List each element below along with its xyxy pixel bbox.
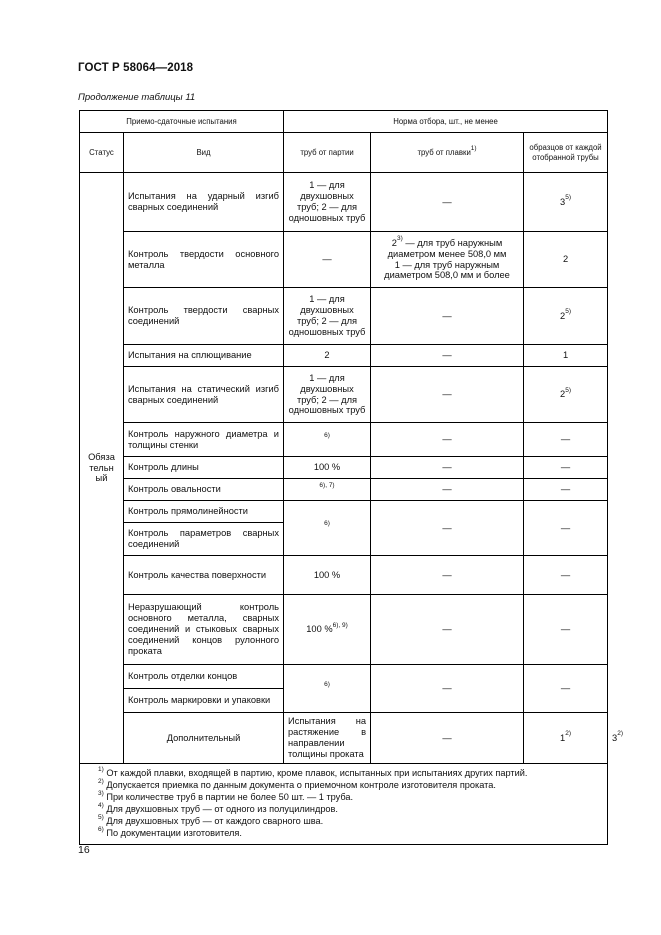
batch-cell: 100 %$^{6), 9)}$ bbox=[284, 595, 371, 665]
batch-cell: 1 — для двухшовных труб; 2 — для одношовных труб bbox=[284, 288, 371, 345]
kind-cell: Контроль отделки концов bbox=[124, 665, 284, 689]
batch-cell: 1 — для двухшовных труб; 2 — для одношовных труб bbox=[284, 173, 371, 232]
kind-cell: Контроль параметров сварных соединений bbox=[124, 523, 284, 556]
batch-cell: — bbox=[284, 232, 371, 288]
col-header-pipes-batch: труб от партии bbox=[284, 133, 371, 173]
batch-cell: 6) bbox=[284, 665, 371, 713]
batch-cell: 2 bbox=[284, 345, 371, 367]
heat-cell: — bbox=[371, 595, 524, 665]
table-row bbox=[80, 556, 608, 595]
footnote: $^{5)}$ Для двухшовных труб — от каждого сварного шва. bbox=[98, 813, 324, 826]
heat-cell: 2$^{3)}$ — для труб наружным диаметром менее 508,0 мм 1 — для труб наружным диаметром 508,0 мм и более bbox=[371, 232, 524, 288]
table-caption: Продолжение таблицы 11 bbox=[78, 92, 196, 103]
kind-cell: Неразрушающий контроль основного металла, сварных соединений и стыковых сварных соединений концов рулонного проката bbox=[124, 595, 284, 665]
table-row bbox=[80, 288, 608, 345]
batch-cell: 1 — для двухшовных труб; 2 — для одношовных труб bbox=[284, 367, 371, 423]
table-row bbox=[80, 501, 608, 523]
table-row bbox=[80, 367, 608, 423]
kind-cell: Испытания на ударный изгиб сварных соединений bbox=[124, 173, 284, 232]
table-row bbox=[80, 595, 608, 665]
kind-cell: Испытания на статический изгиб сварных соединений bbox=[124, 367, 284, 423]
kind-cell: Контроль прямолинейности bbox=[124, 501, 284, 523]
batch-cell: 6), 7) bbox=[284, 479, 371, 501]
samples-cell: — bbox=[524, 556, 608, 595]
heat-cell: — bbox=[371, 556, 524, 595]
footnote: $^{2)}$ Допускается приемка по данным документа о приемочном контроле изготовителя проката. bbox=[98, 777, 496, 790]
heat-cell: — bbox=[371, 665, 524, 713]
status-mandatory: Обязательный bbox=[80, 173, 124, 764]
col-header-kind: Вид bbox=[124, 133, 284, 173]
heat-cell: — bbox=[371, 457, 524, 479]
col-header-pipes-heat: труб от плавки$^{1)}$ bbox=[371, 133, 524, 173]
samples-cell: — bbox=[524, 501, 608, 556]
heat-cell: — bbox=[371, 367, 524, 423]
table-row bbox=[80, 173, 608, 232]
heat-cell: — bbox=[371, 345, 524, 367]
samples-cell: — bbox=[524, 665, 608, 713]
kind-cell: Испытания на сплющивание bbox=[124, 345, 284, 367]
table-row bbox=[80, 423, 608, 457]
samples-cell: 2$^{5)}$ bbox=[524, 288, 608, 345]
group-header-tests: Приемо-сдаточные испытания bbox=[80, 111, 284, 133]
footnote: $^{3)}$ При количестве труб в партии не более 50 шт. — 1 труба. bbox=[98, 789, 354, 802]
batch-cell: — bbox=[371, 713, 524, 764]
samples-cell: — bbox=[524, 479, 608, 501]
samples-cell: 1 bbox=[524, 345, 608, 367]
col-header-status: Статус bbox=[80, 133, 124, 173]
acceptance-tests-table bbox=[79, 110, 623, 845]
heat-cell: — bbox=[371, 288, 524, 345]
samples-cell: 2 bbox=[524, 232, 608, 288]
footnote: $^{6)}$ По документации изготовителя. bbox=[98, 825, 242, 838]
page-number: 16 bbox=[78, 844, 90, 856]
table-row bbox=[80, 345, 608, 367]
heat-cell: 1$^{2)}$ bbox=[524, 713, 608, 764]
footnote: $^{4)}$ Для двухшовных труб — от одного из полуцилиндров. bbox=[98, 801, 338, 814]
samples-cell: 3$^{5)}$ bbox=[524, 173, 608, 232]
table-row bbox=[80, 232, 608, 288]
kind-cell: Контроль маркировки и упаковки bbox=[124, 689, 284, 713]
kind-cell: Контроль овальности bbox=[124, 479, 284, 501]
kind-cell: Контроль твердости основного металла bbox=[124, 232, 284, 288]
kind-cell: Испытания на растяжение в направлении толщины проката bbox=[284, 713, 371, 764]
heat-cell: — bbox=[371, 501, 524, 556]
batch-cell: 6) bbox=[284, 423, 371, 457]
heat-cell: — bbox=[371, 423, 524, 457]
footnotes bbox=[80, 764, 608, 845]
batch-cell: 100 % bbox=[284, 556, 371, 595]
table-row: Дополнительный Испытания на растяжение в направлении толщины проката — 1$^{2)}$ 3$^{2)}$ bbox=[80, 713, 608, 764]
col-header-samples: образцов от каждой отобранной трубы bbox=[524, 133, 608, 173]
kind-cell: Контроль твердости сварных соединений bbox=[124, 288, 284, 345]
status-additional: Дополнительный bbox=[124, 713, 284, 764]
table-row bbox=[80, 479, 608, 501]
samples-cell: — bbox=[524, 423, 608, 457]
samples-cell: — bbox=[524, 457, 608, 479]
kind-cell: Контроль длины bbox=[124, 457, 284, 479]
group-header-norm: Норма отбора, шт., не менее bbox=[284, 111, 608, 133]
heat-cell: — bbox=[371, 173, 524, 232]
heat-cell: — bbox=[371, 479, 524, 501]
samples-cell: 2$^{5)}$ bbox=[524, 367, 608, 423]
samples-cell: — bbox=[524, 595, 608, 665]
kind-cell: Контроль наружного диаметра и толщины стенки bbox=[124, 423, 284, 457]
table-row bbox=[80, 665, 608, 689]
batch-cell: 100 % bbox=[284, 457, 371, 479]
document-code: ГОСТ Р 58064—2018 bbox=[78, 62, 194, 74]
footnote: $^{1)}$ От каждой плавки, входящей в партию, кроме плавок, испытанных при испытаниях других партий. bbox=[98, 765, 528, 778]
table-row bbox=[80, 457, 608, 479]
kind-cell: Контроль качества поверхности bbox=[124, 556, 284, 595]
batch-cell: 6) bbox=[284, 501, 371, 556]
